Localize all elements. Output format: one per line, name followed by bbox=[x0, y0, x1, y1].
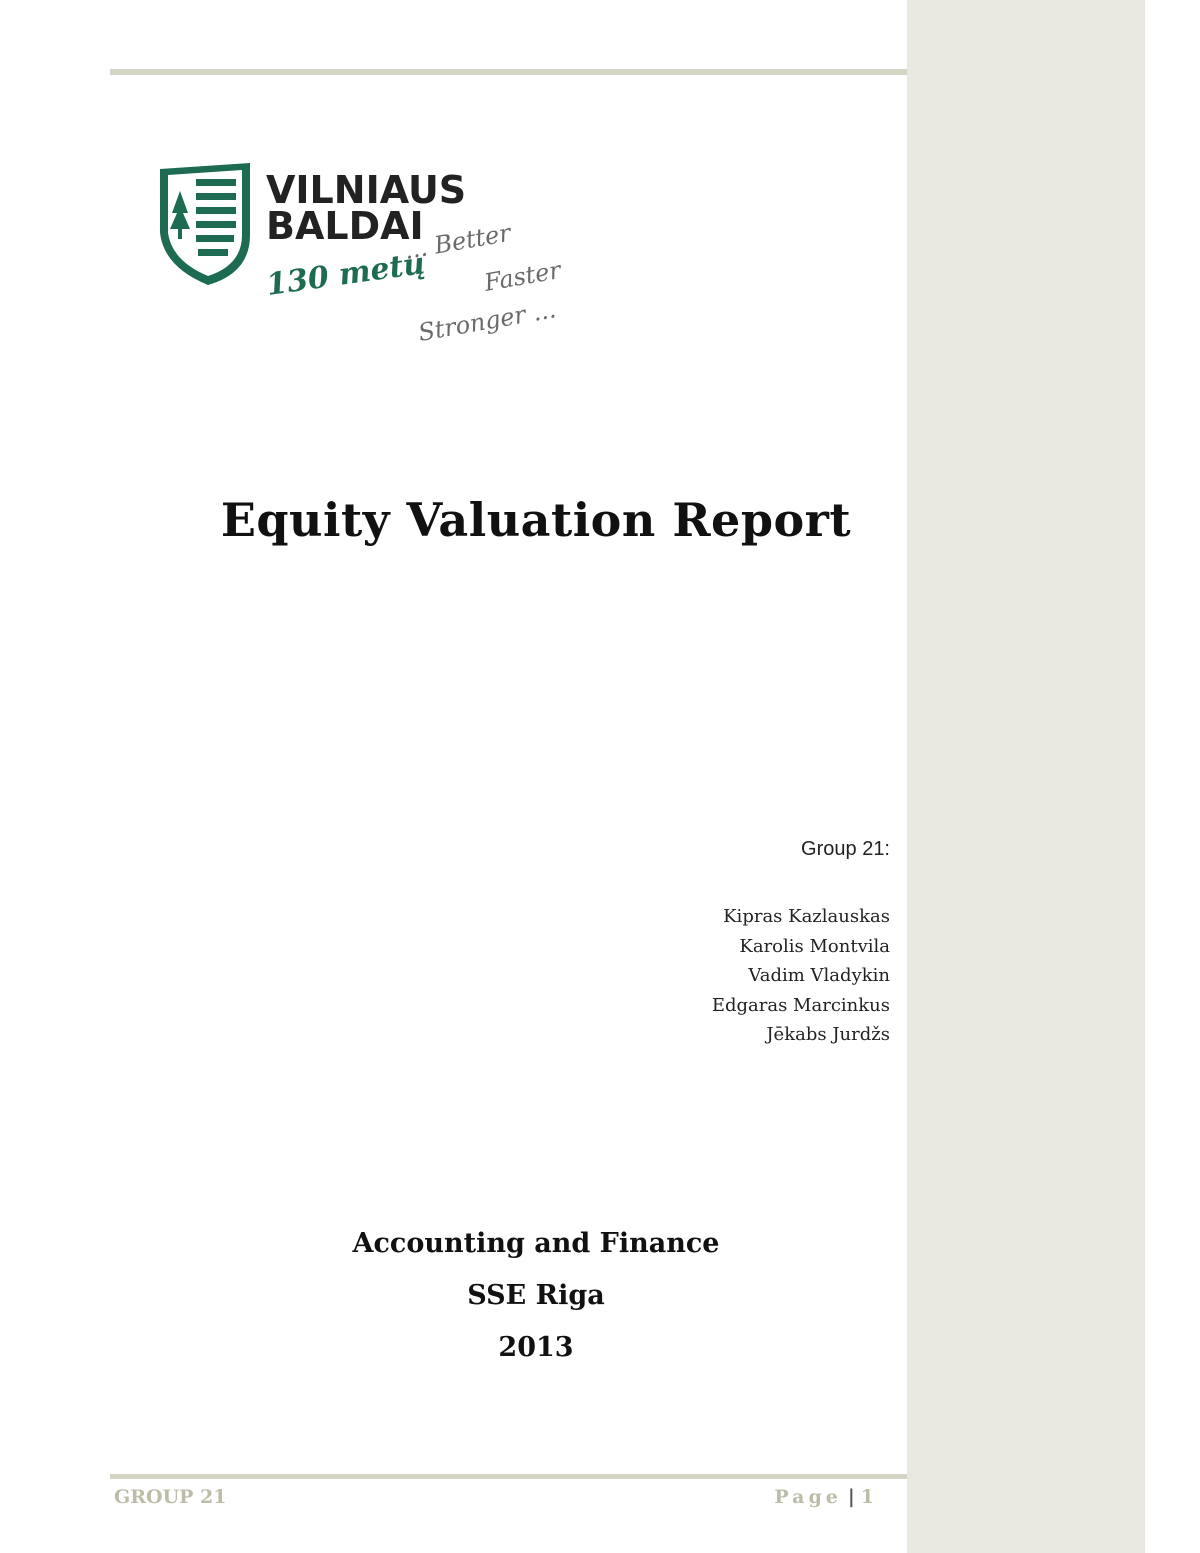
shield-icon bbox=[160, 163, 250, 285]
header-rule bbox=[110, 69, 907, 75]
member-name: Vadim Vladykin bbox=[748, 965, 890, 986]
course-info bbox=[110, 1226, 962, 1382]
year: 2013 bbox=[498, 1332, 574, 1363]
company-logo bbox=[150, 155, 570, 355]
group-label: Group 21: bbox=[801, 838, 890, 860]
member-name: Kipras Kazlauskas bbox=[723, 906, 890, 927]
member-name: Jēkabs Jurdžs bbox=[766, 1024, 890, 1045]
logo-graphic bbox=[150, 155, 570, 355]
page-label: Page bbox=[774, 1486, 842, 1508]
institution-name: SSE Riga bbox=[467, 1280, 605, 1311]
tagline-stronger: Stronger ... bbox=[416, 295, 558, 347]
page-number bbox=[774, 1486, 878, 1508]
document-title: Equity Valuation Report bbox=[220, 493, 852, 547]
page-separator: | bbox=[847, 1486, 855, 1508]
footer-rule bbox=[110, 1474, 907, 1479]
member-name: Edgaras Marcinkus bbox=[711, 994, 890, 1016]
footer-group: GROUP 21 bbox=[114, 1486, 227, 1508]
course-name: Accounting and Finance bbox=[352, 1228, 720, 1259]
brand-line1: VILNIAUS bbox=[266, 168, 467, 212]
page-number-value: 1 bbox=[860, 1486, 878, 1508]
member-name: Karolis Montvila bbox=[739, 935, 890, 957]
tagline-faster: Faster bbox=[482, 255, 563, 297]
brand-line2: BALDAI bbox=[266, 204, 424, 248]
tagline-better: ... Better bbox=[402, 218, 513, 265]
member-list bbox=[712, 902, 890, 1050]
tagline-years: 130 metų bbox=[264, 246, 428, 303]
